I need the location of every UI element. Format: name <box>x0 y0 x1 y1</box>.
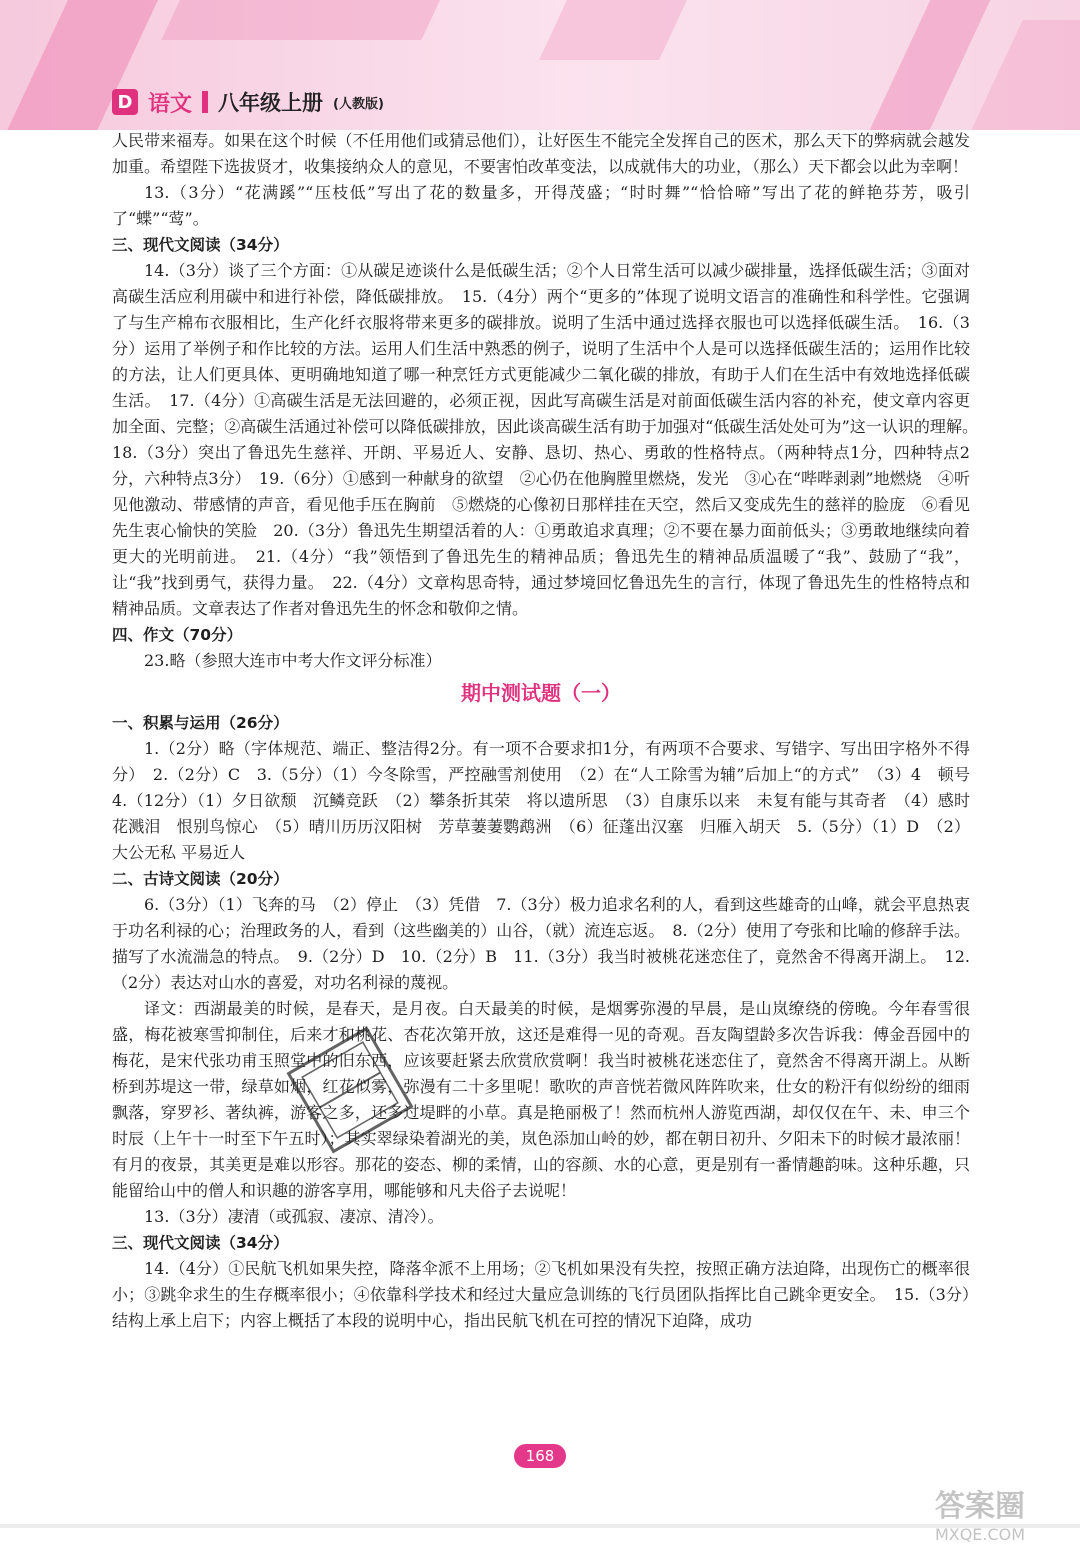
paragraph: 23.略（参照大连市中考大作文评分标准） <box>144 651 442 670</box>
section-heading: 二、古诗文阅读（20分） <box>112 870 289 888</box>
grade-label: 八年级上册 <box>218 91 324 115</box>
subject-badge: D <box>112 89 138 115</box>
title-divider <box>202 91 208 113</box>
paragraph: 13.（3分）“花满蹊”“压枝低”写出了花的数量多，开得茂盛；“时时舞”“恰恰啼”写出了花的鲜艳芬芳，吸引了“蝶”“莺”。 <box>112 183 970 228</box>
section-heading: 四、作文（70分） <box>112 626 243 644</box>
section-heading: 三、现代文阅读（34分） <box>112 1234 289 1252</box>
svg-text:MXQE.COM: MXQE.COM <box>934 1525 1026 1544</box>
paragraph: 1.（2分）略（字体规范、端正、整洁得2分。有一项不合要求扣1分，有两项不合要求、写错字、写出田字格外不得分） 2.（2分）C 3.（5分）（1）今冬除雪，严控融雪剂使用 （2）在“人工除雪为辅”后加上“的方式” （3）4 顿号 4.（12分）（1）夕日欲颓 沉鳞竞跃 （2）攀条折其荣 将以遗所思 （3）自康乐以来 未复有能与其奇者 （4）感时花溅泪 恨别鸟惊心 （5）晴川历历汉阳树 芳草萋萋鹦鹉洲 （6）征蓬出汉塞 归雁入胡天 5.（5分）（1）D （2）大公无私 平易近人 <box>112 739 987 862</box>
translation-paragraph: 译文：西湖最美的时候，是春天，是月夜。白天最美的时候，是烟雾弥漫的早晨，是山岚缭绕的傍晚。今年春雪很盛，梅花被寒雪抑制住，后来才和桃花、杏花次第开放，这还是难得一见的奇观。吾友陶望龄多次告诉我：傅金吾园中的梅花，是宋代张功甫玉照堂中的旧东西，应该要赶紧去欣赏欣赏啊！我当时被桃花迷恋住了，竟然舍不得离开湖上。从断桥到苏堤这一带，绿草如烟，红花似雾，弥漫有二十多里呢！歌吹的声音恍若微风阵阵吹来，仕女的粉汗有似纷纷的细雨飘落，穿罗衫、著纨裤，游客之多，还多过堤畔的小草。真是艳丽极了！然而杭州人游览西湖，却仅仅在午、未、申三个时辰（上午十一时至下午五时）；其实翠绿染着湖光的美，岚色添加山岭的妙，都在朝日初升、夕阳未下的时候才最浓丽！有月的夜景，其美更是难以形容。那花的姿态、柳的柔情，山的容颜、水的心意，更是别有一番情趣韵味。这种乐趣，只能留给山中的僧人和识趣的游客享用，哪能够和凡夫俗子去说呢！ <box>112 999 970 1200</box>
header-title <box>112 86 384 118</box>
svg-text:答案圈: 答案圈 <box>935 1489 1025 1524</box>
paragraph: 14.（4分）①民航飞机如果失控，降落伞派不上用场；②飞机如果没有失控，按照正确方法迫降，出现伤亡的概率很小；③跳伞求生的生存概率很小；④依靠科学技术和经过大量应急训练的飞行员团队指挥比自己跳伞更安全。 15.（3分）结构上承上启下；内容上概括了本段的说明中心，指出民航飞机在可控的情况下迫降，成功 <box>112 1259 970 1330</box>
test-title: 期中测试题（一） <box>461 681 621 705</box>
watermark-logo-icon <box>900 1478 1060 1548</box>
paragraph: 14.（3分）谈了三个方面：①从碳足迹谈什么是低碳生活；②个人日常生活可以减少碳排量，选择低碳生活；③面对高碳生活应利用碳中和进行补偿，降低碳排放。 15.（4分）两个“更多的”体现了说明文语言的准确性和科学性。它强调了与生产棉布衣服相比，生产化纤衣服将带来更多的碳排放。说明了生活中通过选择衣服也可以选择低碳生活。 16.（3分）运用了举例子和作比较的方法。运用人们生活中熟悉的例子，说明了生活中个人是可以选择低碳生活的；运用作比较的方法，让人们更具体、更明确地知道了哪一种烹饪方式更能减少二氧化碳的排放，有助于人们在生活中有效地选择低碳生活。 17.（4分）①高碳生活是无法回避的，必须正视，因此写高碳生活是对前面低碳生活内容的补充，使文章内容更加全面、完整；②高碳生活通过补偿可以降低碳排放，因此谈高碳生活有助于加强对“低碳生活处处可为”这一认识的理解。 18.（3分）突出了鲁迅先生慈祥、开朗、平易近人、安静、恳切、热心、勇敢的性格特点。（两种特点1分，四种特点2分，六种特点3分） 19.（6分）①感到一种献身的欲望 ②心仍在他胸膛里燃烧，发光 ③心在“哔哔剥剥”地燃烧 ④听见他激动、带感情的声音，看见他手压在胸前 ⑤燃烧的心像初日那样挂在天空，然后又变成先生的慈祥的脸庞 ⑥看见先生衷心愉快的笑脸 20.（3分）鲁迅先生期望活着的人：①勇敢追求真理；②不要在暴力面前低头；③勇敢地继续向着更大的光明前进。 21.（4分）“我”领悟到了鲁迅先生的精神品质；鲁迅先生的精神品质温暖了“我”、鼓励了“我”，让“我”找到勇气，获得力量。 22.（4分）文章构思奇特，通过梦境回忆鲁迅先生的言行，体现了鲁迅先生的性格特点和精神品质。文章表达了作者对鲁迅先生的怀念和敬仰之情。 <box>112 261 987 618</box>
paragraph: 人民带来福寿。如果在这个时候（不任用他们或猜忌他们），让好医生不能完全发挥自己的医术，那么天下的弊病就会越发加重。希望陛下选拔贤才，收集接纳众人的意见，不要害怕改革变法，以成就伟大的功业，（那么）天下都会以此为幸啊！ <box>112 131 970 176</box>
page-number: 168 <box>514 1444 566 1468</box>
answer-content <box>112 128 987 1334</box>
subject-label: 语文 <box>148 91 193 117</box>
section-heading: 一、积累与运用（26分） <box>112 714 289 732</box>
edition-label: (人教版) <box>333 96 384 112</box>
paragraph: 6.（3分）（1）飞奔的马 （2）停止 （3）凭借 7.（3分）极力追求名利的人，看到这些雄奇的山峰，就会平息热衷于功名利禄的心；治理政务的人，看到（这些幽美的）山谷，（就）流连忘返。 8.（2分）使用了夸张和比喻的修辞手法。描写了水流湍急的特点。 9.（2分）D 10.（2分）B 11.（3分）我当时被桃花迷恋住了，竟然舍不得离开湖上。 12.（2分）表达对山水的喜爱，对功名利禄的蔑视。 <box>112 895 970 992</box>
section-heading: 三、现代文阅读（34分） <box>112 236 289 254</box>
paragraph: 13.（3分）凄清（或孤寂、凄凉、清冷）。 <box>144 1207 444 1226</box>
